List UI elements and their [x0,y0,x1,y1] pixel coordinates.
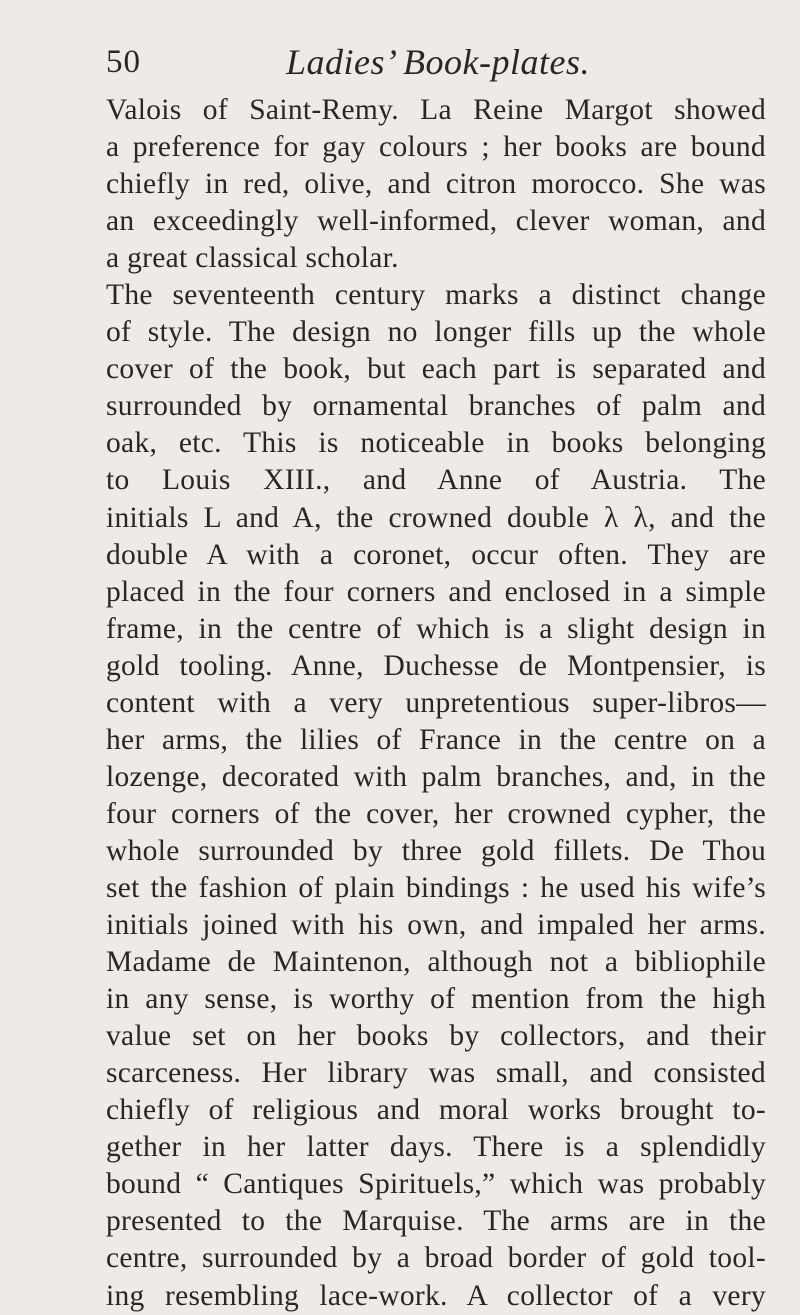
text-line: chiefly of religious and moral works brought to- [106,1094,766,1127]
text-line: set the fashion of plain bindings : he used his wife’s [106,871,766,904]
text-line: a preference for gay colours ; her books are bound [106,131,766,164]
text-line: bound “ Cantiques Spirituels,” which was probably [106,1168,766,1201]
text-line: The seventeenth century marks a distinct change [106,279,766,312]
page-header [106,38,766,86]
text-line: gold tooling. Anne, Duchesse de Montpensier, is [106,649,766,682]
text-line: ing resembling lace-work. A collector of a very [106,1279,766,1312]
text-line: value set on her books by collectors, and their [106,1020,766,1053]
text-line: her arms, the lilies of France in the centre on a [106,723,766,756]
text-line: placed in the four corners and enclosed in a simple [106,575,766,608]
text-line: in any sense, is worthy of mention from the high [106,983,766,1016]
page-number: 50 [106,44,141,80]
text-line: frame, in the centre of which is a slight design in [106,612,766,645]
running-title: Ladies’ Book-plates. [286,42,590,82]
text-line: initials joined with his own, and impaled her arms. [106,909,766,942]
body-text [106,92,766,1315]
text-line: Madame de Maintenon, although not a bibliophile [106,946,766,979]
text-line: to Louis XIII., and Anne of Austria. The [106,464,766,497]
text-line: of style. The design no longer fills up the whole [106,316,766,349]
text-line: surrounded by ornamental branches of palm and [106,390,766,423]
text-line: chiefly in red, olive, and citron morocco. She was [106,168,766,201]
text-line: four corners of the cover, her crowned cypher, the [106,797,766,830]
text-line: Valois of Saint-Remy. La Reine Margot showed [106,94,766,126]
text-line: oak, etc. This is noticeable in books belonging [106,427,766,460]
text-line: whole surrounded by three gold fillets. De Thou [106,834,766,867]
text-line: content with a very unpretentious super-libros— [106,686,766,719]
text-line: double A with a coronet, occur often. They are [106,538,766,571]
text-line: cover of the book, but each part is separated and [106,353,766,386]
text-line: lozenge, decorated with palm branches, and, in the [106,760,766,793]
text-line: centre, surrounded by a broad border of gold tool- [106,1242,766,1275]
text-line: an exceedingly well-informed, clever woman, and [106,205,766,238]
text-line: a great classical scholar. [106,242,399,275]
text-line: presented to the Marquise. The arms are in the [106,1205,766,1238]
text-line: gether in her latter days. There is a splendidly [106,1131,766,1164]
text-line: initials L and A, the crowned double λ λ, and the [106,501,766,534]
text-line: scarceness. Her library was small, and consisted [106,1057,766,1090]
